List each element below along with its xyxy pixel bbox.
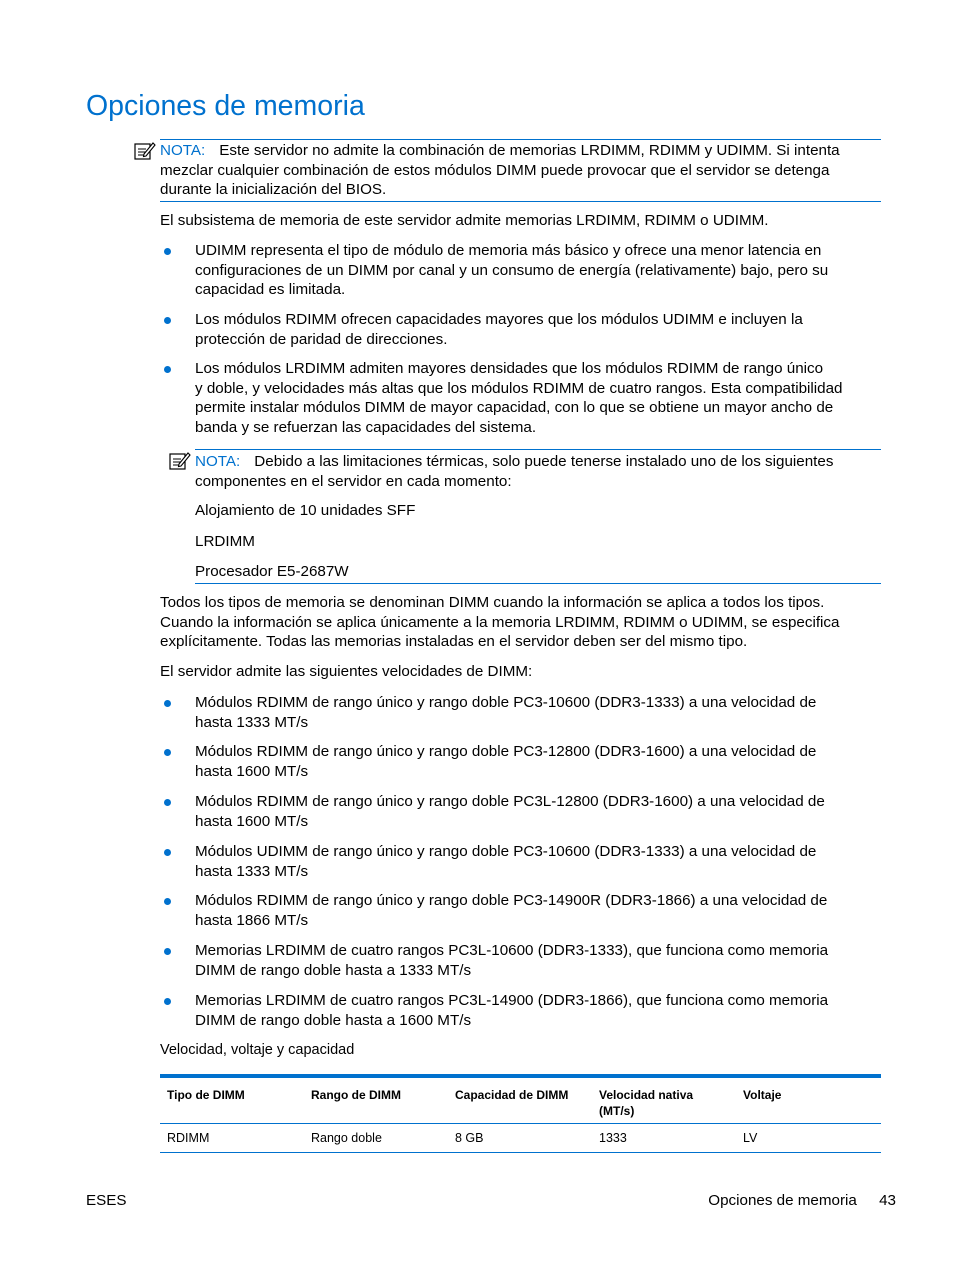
list-item-line: y doble, y velocidades más altas que los módulos RDIMM de cuatro rangos. Esta compatibilidad [195,379,843,397]
list-item [195,891,827,930]
bullet-dot-icon [164,799,171,806]
note-bottom-rule [160,201,881,202]
list-item-line: configuraciones de un DIMM por canal y un consumo de energía (relativamente) bajo, pero su [195,261,829,279]
intro-paragraph: El subsistema de memoria de este servidor admite memorias LRDIMM, RDIMM o UDIMM. [160,212,769,229]
paragraph-line: Cuando la información se aplica únicamente a la memoria LRDIMM, RDIMM o UDIMM, se especifica [160,613,840,631]
table-header-cell: Velocidad nativa (MT/s) [599,1088,694,1118]
list-item [195,241,828,300]
note-label: NOTA: [195,453,241,470]
bullet-dot-icon [164,948,171,955]
note-top-rule [160,139,881,140]
table-caption: Velocidad, voltaje y capacidad [160,1042,355,1058]
bullet-dot-icon [164,317,171,324]
note-label: NOTA: [160,142,206,159]
note-1 [160,141,890,200]
note-text-line: Este servidor no admite la combinación de memorias LRDIMM, RDIMM y UDIMM. Si intenta [219,142,840,159]
table-cell: 1333 [599,1131,627,1145]
list-item-line: capacidad es limitada. [195,281,346,298]
note-item: Alojamiento de 10 unidades SFF [195,502,416,519]
note-item: Procesador E5-2687W [195,563,349,580]
bullet-dot-icon [164,700,171,707]
list-item-line: hasta 1600 MT/s [195,762,309,780]
list-item-line: UDIMM representa el tipo de módulo de memoria más básico y ofrece una menor latencia en [195,242,822,259]
list-item-line: Memorias LRDIMM de cuatro rangos PC3L-10600 (DDR3-1333), que funciona como memoria [195,942,829,959]
list-item-line: protección de paridad de direcciones. [195,330,448,348]
paragraph-line: explícitamente. Todas las memorias instaladas en el servidor deben ser del mismo tipo. [160,633,748,650]
page-number: 43 [879,1192,896,1209]
note-pencil-icon [169,451,191,471]
table-cell: 8 GB [455,1131,484,1145]
table-cell: RDIMM [167,1131,210,1145]
table-cell: Rango doble [311,1131,382,1145]
list-item-line: hasta 1866 MT/s [195,911,309,929]
note-pencil-icon [134,141,156,161]
list-item-line: Módulos RDIMM de rango único y rango doble PC3-10600 (DDR3-1333) a una velocidad de [195,694,817,711]
note-text-line: componentes en el servidor en cada momento: [195,472,512,490]
list-item-line: permite instalar módulos DIMM de mayor capacidad, con lo que se obtiene un mayor ancho de [195,399,834,416]
bullet-dot-icon [164,898,171,905]
list-item-line: Los módulos LRDIMM admiten mayores densidades que los módulos RDIMM de rango único [195,360,824,377]
bullet-dot-icon [164,248,171,255]
note-item: LRDIMM [195,533,255,550]
footer-section [708,1191,896,1211]
list-item [195,941,828,980]
list-item [195,310,803,349]
list-item [195,742,816,781]
list-item [195,842,816,881]
note-bottom-rule [195,583,881,584]
table-header-row [160,1078,881,1124]
note-top-rule [195,449,881,450]
paragraph: El servidor admite las siguientes velocidades de DIMM: [160,663,533,680]
list-item-line: hasta 1600 MT/s [195,812,309,830]
table-cell: LV [743,1131,758,1145]
table-header-cell: Capacidad de DIMM [455,1088,569,1102]
list-item-line: Módulos RDIMM de rango único y rango doble PC3-14900R (DDR3-1866) a una velocidad de [195,892,828,909]
list-item-line: DIMM de rango doble hasta a 1600 MT/s [195,1011,472,1029]
list-item [195,693,816,732]
list-item [195,792,825,831]
paragraph-line: Todos los tipos de memoria se denominan DIMM cuando la información se aplica a todos los tipos. [160,594,825,611]
list-item-line: hasta 1333 MT/s [195,713,309,731]
note-text-line: mezclar cualquier combinación de estos módulos DIMM puede provocar que el servidor se detenga [160,161,830,179]
paragraph [160,593,839,652]
bullet-dot-icon [164,749,171,756]
bullet-dot-icon [164,998,171,1005]
list-item-line: Memorias LRDIMM de cuatro rangos PC3L-14900 (DDR3-1866), que funciona como memoria [195,992,829,1009]
table-header-cell: Tipo de DIMM [167,1088,245,1102]
table-header-cell: Voltaje [743,1088,782,1102]
table-header-cell: Rango de DIMM [311,1088,401,1102]
note-text-line: Debido a las limitaciones térmicas, solo puede tenerse instalado uno de los siguientes [254,453,834,470]
table-row [160,1124,881,1153]
list-item [195,359,842,437]
list-item [195,991,828,1030]
footer-locale: ESES [86,1192,127,1209]
list-item-line: Los módulos RDIMM ofrecen capacidades mayores que los módulos UDIMM e incluyen la [195,311,803,328]
footer-section-title: Opciones de memoria [708,1192,857,1209]
list-item-line: Módulos RDIMM de rango único y rango doble PC3L-12800 (DDR3-1600) a una velocidad de [195,793,825,810]
specs-table [160,1074,881,1153]
list-item-line: Módulos UDIMM de rango único y rango doble PC3-10600 (DDR3-1333) a una velocidad de [195,843,817,860]
bullet-dot-icon [164,849,171,856]
page-title: Opciones de memoria [86,90,365,122]
bullet-dot-icon [164,366,171,373]
list-item-line: hasta 1333 MT/s [195,862,309,880]
note-2 [195,452,895,491]
list-item-line: DIMM de rango doble hasta a 1333 MT/s [195,961,472,979]
note-text-line: durante la inicialización del BIOS. [160,181,387,198]
list-item-line: Módulos RDIMM de rango único y rango doble PC3-12800 (DDR3-1600) a una velocidad de [195,743,817,760]
list-item-line: banda y se refuerzan las capacidades del sistema. [195,418,537,436]
